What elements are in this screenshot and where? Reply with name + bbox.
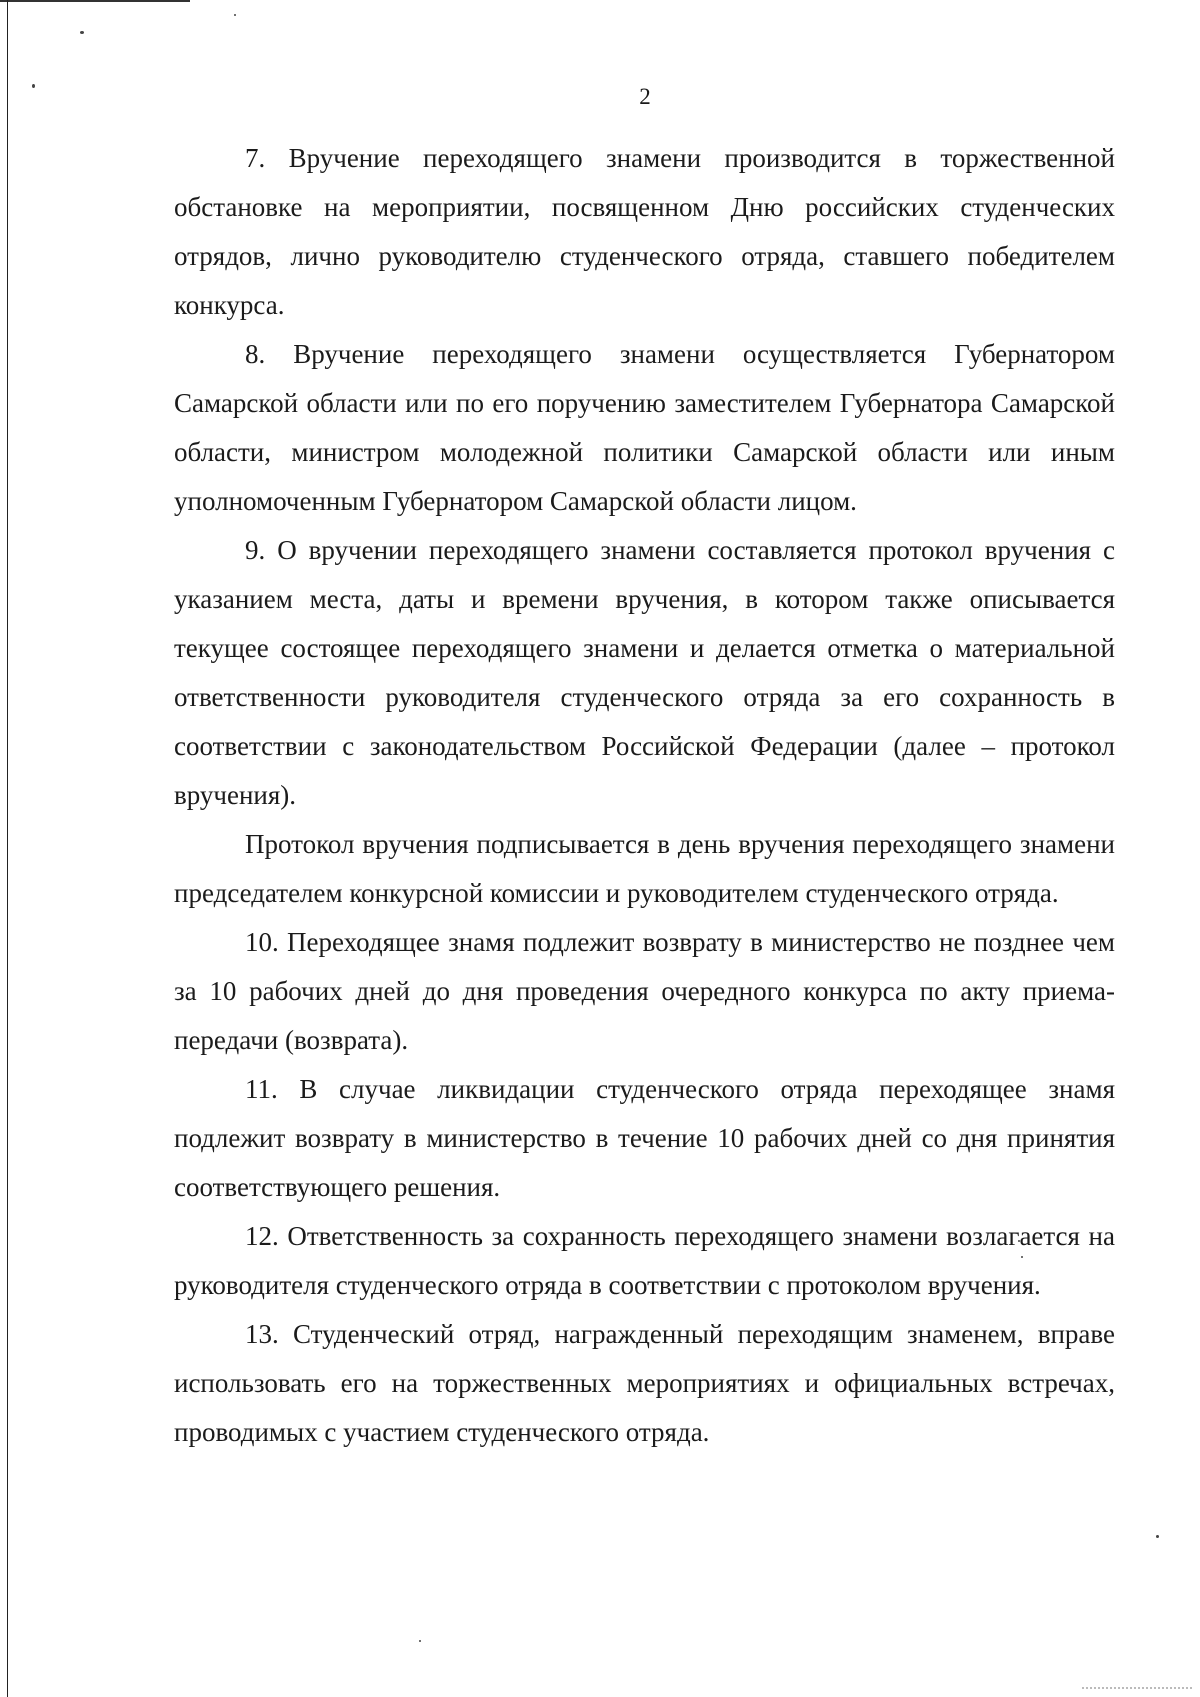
paragraph-13: 13. Студенческий отряд, награжденный переходящим знаменем, вправе использовать его на торжественных мероприятиях и официальных встречах, проводимых с участием студенческого отряда. <box>174 1319 1115 1447</box>
paragraph-9: 9. О вручении переходящего знамени составляется протокол вручения с указанием места, даты и времени вручения, в котором также описывается текущее состоящее переходящего знамени и делается отметка о материальной ответственности руководителя студенческого отряда за его сохранность в соответствии с законодательством Российской Федерации (далее – протокол вручения). <box>174 535 1115 810</box>
paragraph-12: 12. Ответственность за сохранность переходящего знамени возлагается на руководителя студенческого отряда в соответствии с протоколом вручения. <box>174 1221 1115 1300</box>
scan-edge-top <box>0 0 190 2</box>
document-body <box>174 134 1115 1457</box>
paragraph-8: 8. Вручение переходящего знамени осуществляется Губернатором Самарской области или по его поручению заместителем Губернатора Самарской области, министром молодежной политики Самарской области или иным уполномоченным Губернатором Самарской области лицом. <box>174 339 1115 516</box>
scan-speck <box>234 14 236 16</box>
paragraph-9-continuation: Протокол вручения подписывается в день вручения переходящего знамени председателем конкурсной комиссии и руководителем студенческого отряда. <box>174 829 1115 908</box>
scan-speck <box>1156 1535 1159 1538</box>
scan-speck <box>419 1640 421 1642</box>
paragraph-10: 10. Переходящее знамя подлежит возврату в министерство не позднее чем за 10 рабочих дней до дня проведения очередного конкурса по акту приема-передачи (возврата). <box>174 927 1115 1055</box>
scan-edge-left <box>7 0 8 1697</box>
scan-speck <box>80 31 84 34</box>
paragraph-7: 7. Вручение переходящего знамени производится в торжественной обстановке на мероприятии, посвященном Дню российских студенческих отрядов, лично руководителю студенческого отряда, ставшего победителем конкурса. <box>174 143 1115 320</box>
scan-footer-marks <box>1082 1687 1192 1693</box>
page-number: 2 <box>639 84 651 109</box>
paragraph-11: 11. В случае ликвидации студенческого отряда переходящее знамя подлежит возврату в министерство в течение 10 рабочих дней со дня принятия соответствующего решения. <box>174 1074 1115 1202</box>
